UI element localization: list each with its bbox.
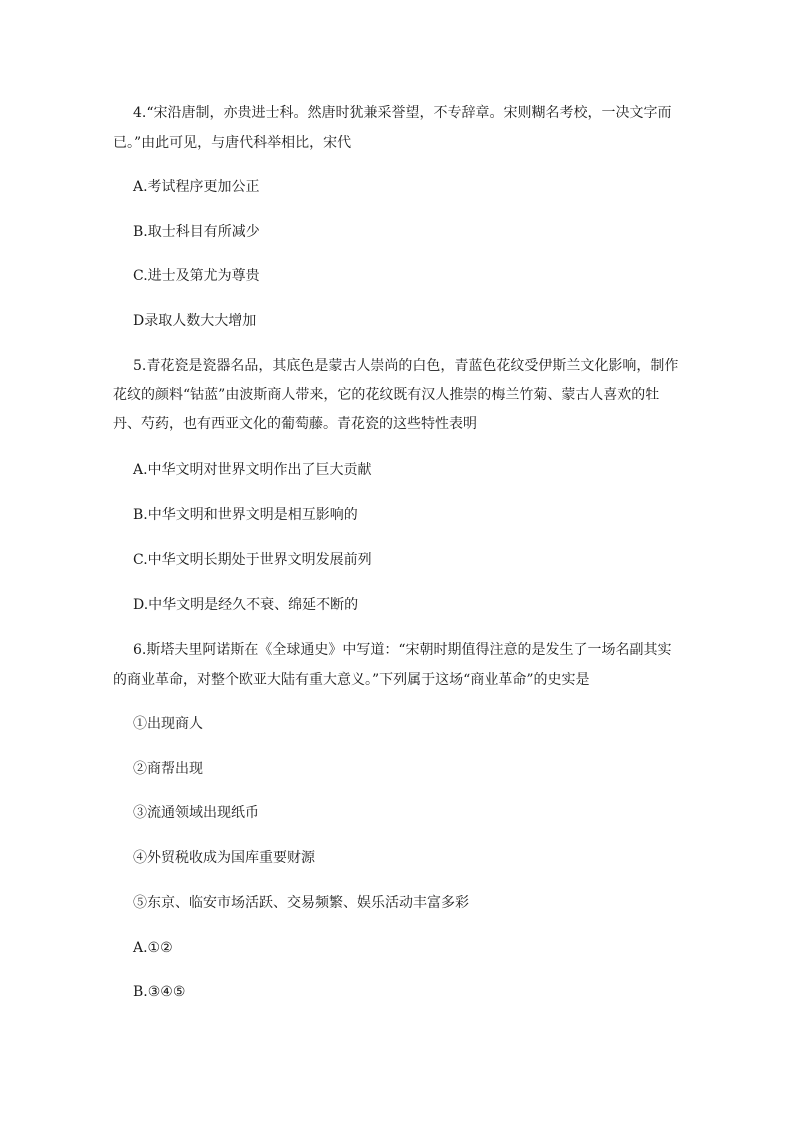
q4-option-b: B.取士科目有所减少 [133,224,260,240]
q5-option-a: A.中华文明对世界文明作出了巨大贡献 [133,462,372,478]
q6-stem-line2: 的商业革命，对整个欧亚大陆有重大意义。”下列属于这场“商业革命”的史实是 [113,672,590,688]
q5-option-b: B.中华文明和世界文明是相互影响的 [133,507,358,523]
q5-stem-line3: 丹、芍药，也有西亚文化的葡萄藤。青花瓷的这些特性表明 [113,416,477,432]
q4-stem-line1: 4.“宋沿唐制，亦贵进士科。然唐时犹兼采誉望，不专辞章。宋则糊名考校，一决文字而 [133,105,672,121]
q4-stem-line2: 已。”由此可见，与唐代科举相比，宋代 [113,135,352,151]
q5-stem-line2: 花纹的颜料“钴蓝”由波斯商人带来，它的花纹既有汉人推崇的梅兰竹菊、蒙古人喜欢的牡 [113,387,660,403]
q4-option-d: D录取人数大大增加 [133,313,257,329]
q5-stem-line1: 5.青花瓷是瓷器名品，其底色是蒙古人崇尚的白色，青蓝色花纹受伊斯兰文化影响，制作 [133,358,679,374]
q6-item-4: ④外贸税收成为国库重要财源 [133,850,315,866]
q6-option-b: B.③④⑤ [133,984,186,1000]
q4-option-a: A.考试程序更加公正 [133,179,260,195]
q6-item-3: ③流通领域出现纸币 [133,805,259,821]
q6-item-2: ②商帮出现 [133,761,203,777]
q5-option-d: D.中华文明是经久不衰、绵延不断的 [133,597,359,613]
q6-item-1: ①出现商人 [133,716,203,732]
q6-option-a: A.①② [133,940,173,956]
q6-item-5: ⑤东京、临安市场活跃、交易频繁、娱乐活动丰富多彩 [133,895,469,911]
q6-stem-line1: 6.斯塔夫里阿诺斯在《全球通史》中写道：“宋朝时期值得注意的是发生了一场名副其实 [133,642,672,658]
q4-option-c: C.进士及第尤为尊贵 [133,268,260,284]
q5-option-c: C.中华文明长期处于世界文明发展前列 [133,552,372,568]
